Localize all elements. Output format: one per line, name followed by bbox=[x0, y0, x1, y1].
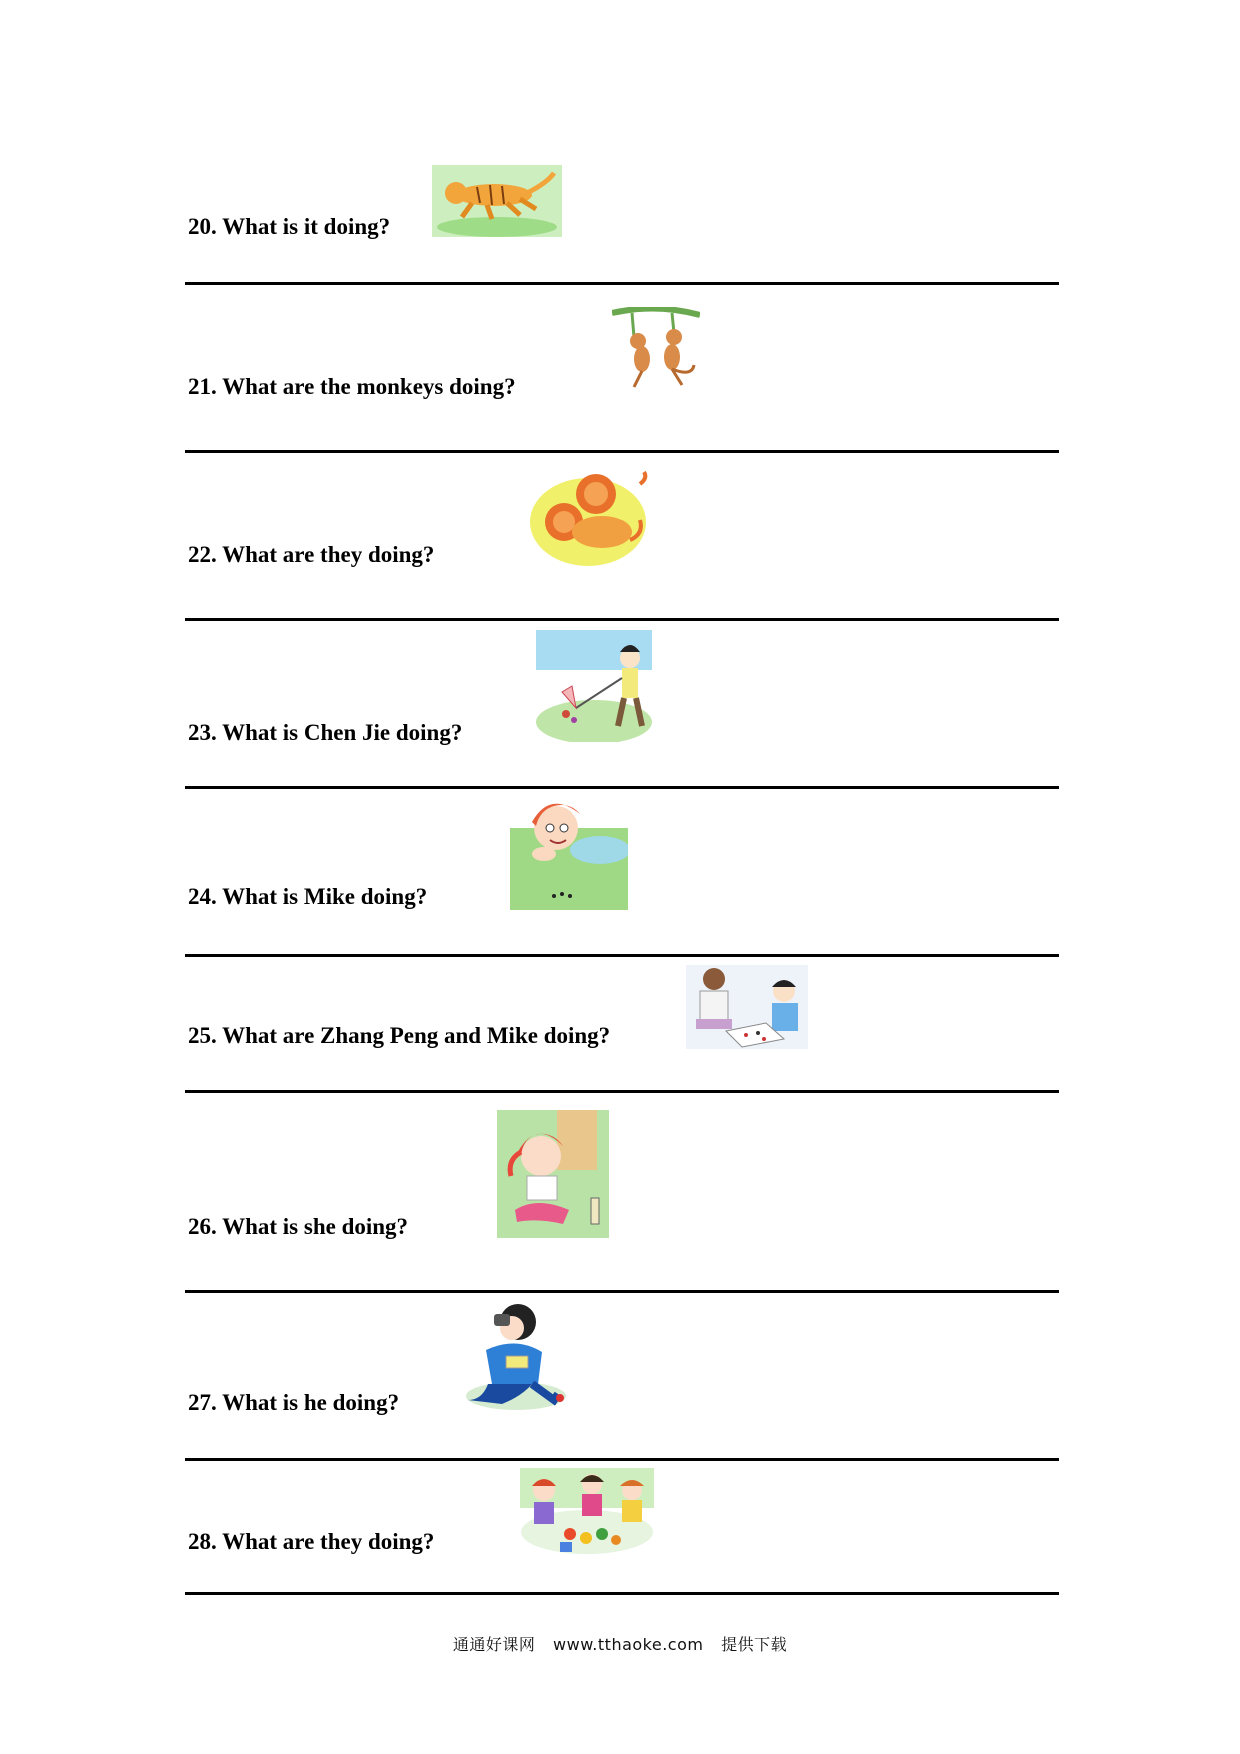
answer-line-25[interactable] bbox=[185, 1090, 1059, 1093]
boy-watching-ants-icon bbox=[510, 792, 628, 910]
lions-fighting-icon bbox=[530, 470, 650, 568]
monkeys-swinging-icon bbox=[612, 307, 700, 393]
answer-line-26[interactable] bbox=[185, 1290, 1059, 1293]
question-24: 24. What is Mike doing? bbox=[188, 884, 428, 909]
footer bbox=[0, 1632, 1240, 1655]
kids-picnic-icon bbox=[520, 1468, 654, 1554]
footer-url[interactable]: www.tthaoke.com bbox=[553, 1635, 704, 1654]
boy-with-binoculars-icon bbox=[462, 1300, 570, 1410]
footer-suffix: 提供下载 bbox=[721, 1635, 788, 1654]
boys-playing-chess-icon bbox=[686, 965, 808, 1049]
question-28: 28. What are they doing? bbox=[188, 1529, 435, 1554]
tiger-running-icon bbox=[432, 165, 562, 237]
question-27: 27. What is he doing? bbox=[188, 1390, 400, 1415]
answer-line-20[interactable] bbox=[185, 282, 1059, 285]
answer-line-27[interactable] bbox=[185, 1458, 1059, 1461]
question-21: 21. What are the monkeys doing? bbox=[188, 374, 516, 399]
girl-collecting-insects-icon bbox=[497, 1110, 609, 1238]
answer-line-28[interactable] bbox=[185, 1592, 1059, 1595]
girl-catching-butterflies-icon bbox=[536, 630, 652, 742]
answer-line-22[interactable] bbox=[185, 618, 1059, 621]
footer-site-name: 通通好课网 bbox=[452, 1635, 536, 1654]
question-25: 25. What are Zhang Peng and Mike doing? bbox=[188, 1023, 611, 1048]
question-20: 20. What is it doing? bbox=[188, 214, 391, 239]
question-22: 22. What are they doing? bbox=[188, 542, 435, 567]
question-23: 23. What is Chen Jie doing? bbox=[188, 720, 463, 745]
answer-line-23[interactable] bbox=[185, 786, 1059, 789]
answer-line-24[interactable] bbox=[185, 954, 1059, 957]
question-26: 26. What is she doing? bbox=[188, 1214, 409, 1239]
answer-line-21[interactable] bbox=[185, 450, 1059, 453]
